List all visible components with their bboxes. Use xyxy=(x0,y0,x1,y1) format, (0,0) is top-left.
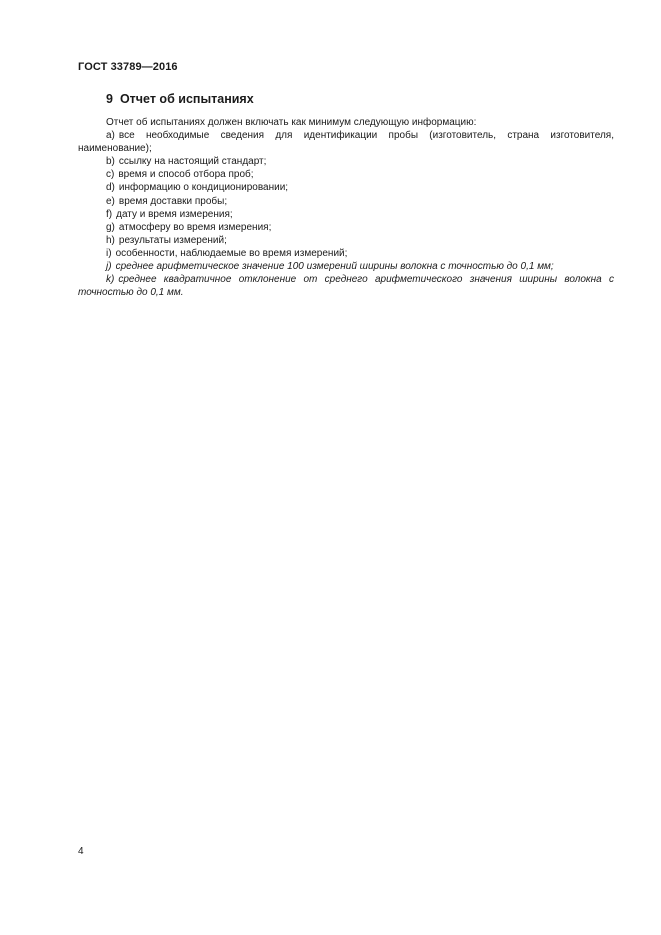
list-item xyxy=(78,234,614,247)
list-item-text: среднее арифметическое значение 100 измерений ширины волокна с точностью до 0,1 мм; xyxy=(115,261,554,273)
section-title: Отчет об испытаниях xyxy=(119,92,254,106)
list-item-label: b) xyxy=(106,156,115,168)
list-item-text: время доставки пробы; xyxy=(118,195,228,207)
list-item-text: особенности, наблюдаемые во время измерений; xyxy=(115,247,348,259)
section-heading xyxy=(106,92,254,106)
list-item xyxy=(78,260,614,273)
list-item xyxy=(78,168,614,181)
list-item-text: среднее квадратичное отклонение от среднего арифметического значения ширины волокна с точностью до 0,1 мм. xyxy=(78,274,614,299)
section-intro: Отчет об испытаниях должен включать как минимум следующую информацию: xyxy=(106,117,477,128)
list-item-label: a) xyxy=(106,130,115,142)
list-item-label: j) xyxy=(106,261,112,273)
list-item-label: g) xyxy=(106,221,115,233)
list-item-text: дату и время измерения; xyxy=(116,208,233,220)
list-item xyxy=(78,221,614,234)
list-item xyxy=(78,181,614,194)
list-item xyxy=(78,247,614,260)
list-item xyxy=(78,273,614,299)
list-item-label: k) xyxy=(106,274,115,286)
list-item-label: i) xyxy=(106,247,112,259)
list-item-label: c) xyxy=(106,169,115,181)
list-item-label: e) xyxy=(106,195,115,207)
list-item-label: h) xyxy=(106,234,115,246)
list-item xyxy=(78,129,614,155)
list-item-text: время и способ отбора проб; xyxy=(118,169,254,181)
list-item-text: атмосферу во время измерения; xyxy=(118,221,272,233)
list-item xyxy=(78,195,614,208)
list-item-text: информацию о кондиционировании; xyxy=(118,182,289,194)
list-item xyxy=(78,155,614,168)
section-body xyxy=(78,116,614,299)
page-number: 4 xyxy=(78,846,84,857)
list-item-text: результаты измерений; xyxy=(118,234,227,246)
document-code-header: ГОСТ 33789—2016 xyxy=(78,61,178,73)
list-item-text: ссылку на настоящий стандарт; xyxy=(118,156,267,168)
list-item-label: d) xyxy=(106,182,115,194)
list-item-label: f) xyxy=(106,208,113,220)
section-number: 9 xyxy=(106,92,113,106)
list-item-text: все необходимые сведения для идентификации пробы (изготовитель, страна изготовителя, наименование); xyxy=(78,130,614,155)
list-item xyxy=(78,208,614,221)
